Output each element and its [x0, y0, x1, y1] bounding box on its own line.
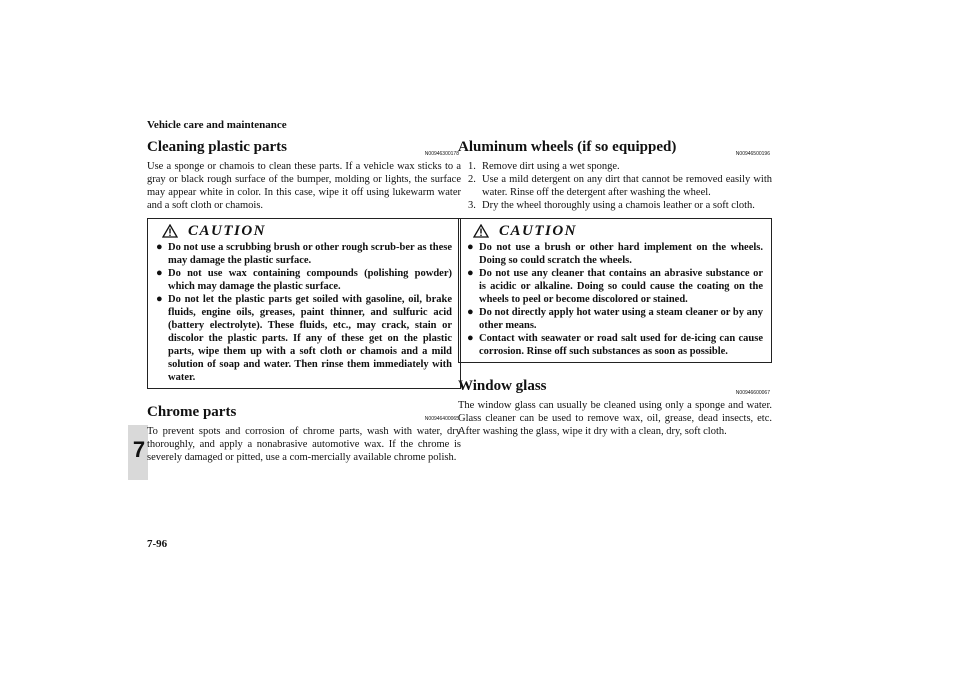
section-title: Aluminum wheels (if so equipped)	[458, 139, 677, 155]
section-code: N00946400065	[424, 416, 459, 422]
step-item: 1. Remove dirt using a wet sponge.	[468, 161, 620, 172]
chapter-number: 7	[132, 437, 146, 462]
section-paragraph: The window glass can usually be cleaned using only a sponge and water. Glass cleaner can be used to remove wax, oil, grease, dead insects, etc. After washing the glass, wipe it dry with a clean, dry, soft cloth.	[458, 400, 772, 437]
bullet-icon: ●	[156, 293, 163, 305]
bullet-icon: ●	[467, 241, 474, 253]
left-column	[147, 138, 461, 464]
caution-list	[156, 241, 452, 384]
caution-item: ● Do not directly apply hot water using a steam cleaner or by any other means.	[467, 306, 763, 331]
section-paragraph: To prevent spots and corrosion of chrome parts, wash with water, dry thoroughly, and apply a nonabrasive automotive wax. If the chrome is severely damaged or pitted, use a com-mercially available chrome polish.	[147, 426, 461, 463]
warning-triangle-icon	[473, 224, 489, 238]
caution-label: CAUTION	[499, 222, 578, 239]
section-heading	[458, 377, 772, 399]
bullet-icon: ●	[467, 332, 474, 344]
bullet-icon: ●	[467, 306, 474, 318]
step-item: 3. Dry the wheel thoroughly using a chamois leather or a soft cloth.	[468, 200, 755, 211]
caution-item: ● Do not use wax containing compounds (polishing powder) which may damage the plastic surface.	[156, 267, 452, 292]
caution-header	[473, 221, 763, 241]
caution-item: ● Do not use any cleaner that contains an abrasive substance or is acidic or alkaline. Doing so could cause the coating on the wheels to peel or become discolored or stained.	[467, 267, 763, 305]
caution-item: ● Do not use a scrubbing brush or other rough scrub-ber as these may damage the plastic surface.	[156, 241, 452, 266]
caution-box	[147, 218, 461, 389]
section-code: N00946300178	[424, 151, 459, 157]
section-paragraph: Use a sponge or chamois to clean these parts. If a vehicle wax sticks to a gray or black rough surface of the bumper, molding or lights, the surface may appear white in color. In this case, wipe it off using lukewarm water and a soft cloth or chamois.	[147, 161, 461, 211]
caution-box	[458, 218, 772, 363]
section-code: N00946500196	[735, 151, 770, 157]
caution-item: ● Do not let the plastic parts get soiled with gasoline, oil, brake fluids, engine oils, greases, paint thinner, and sulfuric acid (battery electrolyte). These fluids, etc., may crack, stain or discolor the plastic parts. If any of these get on the plastic parts, wipe them up with a soft cloth or chamois and a mild solution of soap and water. Then rinse them immediately with water.	[156, 293, 452, 383]
section-title: Window glass	[458, 378, 547, 394]
section-heading	[147, 138, 461, 160]
bullet-icon: ●	[156, 267, 163, 279]
warning-triangle-icon	[162, 224, 178, 238]
step-item: 2. Use a mild detergent on any dirt that cannot be removed easily with water. Rinse off the detergent after washing the wheel.	[468, 174, 772, 198]
caution-header	[162, 221, 452, 241]
section-title: Chrome parts	[147, 404, 237, 420]
running-header: Vehicle care and maintenance	[147, 119, 287, 131]
section-heading	[458, 138, 772, 160]
section-title: Cleaning plastic parts	[147, 139, 288, 155]
bullet-icon: ●	[467, 267, 474, 279]
caution-item: ● Do not use a brush or other hard implement on the wheels. Doing so could scratch the wheels.	[467, 241, 763, 266]
steps-list	[458, 160, 772, 212]
right-column	[458, 138, 772, 438]
caution-label: CAUTION	[188, 222, 267, 239]
section-heading	[147, 403, 461, 425]
caution-item: ● Contact with seawater or road salt used for de-icing can cause corrosion. Rinse off such substances as soon as possible.	[467, 332, 763, 357]
section-code: N00946600067	[735, 390, 770, 396]
page-number: 7-96	[147, 538, 168, 550]
bullet-icon: ●	[156, 241, 163, 253]
caution-list	[467, 241, 763, 358]
